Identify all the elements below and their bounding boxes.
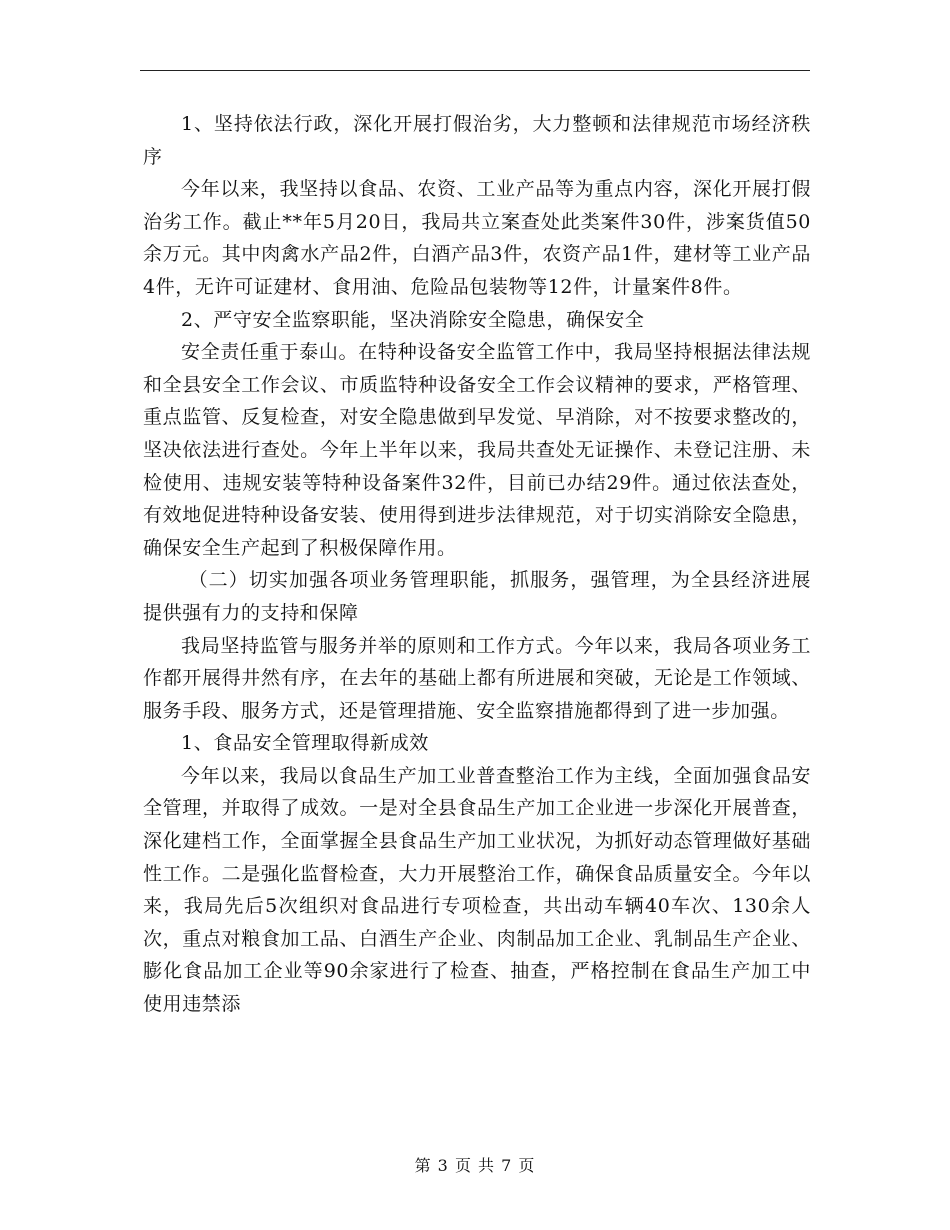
paragraph-food-safety: 今年以来，我局以食品生产加工业普查整治工作为主线，全面加强食品安全管理，并取得了成效。一是对全县食品生产加工企业进一步深化开展普查，深化建档工作，全面掌握全县食品生产加工业状况，为抓好动态管理做好基础性工作。二是强化监督检查，大力开展整治工作，确保食品质量安全。今年以来，我局先后5次组织对食品进行专项检查，共出动车辆40车次、130余人次，重点对粮食加工品、白酒生产企业、肉制品加工企业、乳制品生产企业、膨化食品加工企业等90余家进行了检查、抽查，严格控制在食品生产加工中使用违禁添 — [143, 764, 811, 1016]
section-heading-2: 2、严守安全监察职能，坚决消除安全隐患，确保安全 — [181, 308, 645, 331]
section-heading-1: 1、坚持依法行政，深化开展打假治劣，大力整顿和法律规范市场经济秩序 — [143, 113, 811, 168]
section-heading-food-safety: 1、食品安全管理取得新成效 — [181, 732, 429, 755]
document-body — [143, 108, 811, 1021]
header-rule — [140, 70, 810, 71]
paragraph-anti-counterfeit: 今年以来，我坚持以食品、农资、工业产品等为重点内容，深化开展打假治劣工作。截止**年5月20日，我局共立案查处此类案件30件，涉案货值50余万元。其中肉禽水产品2件，白酒产品3件，农资产品1件，建材等工业产品4件，无许可证建材、食用油、危险品包装物等12件，计量案件8件。 — [143, 178, 811, 298]
page-number: 第 3 页 共 7 页 — [414, 1156, 536, 1175]
subsection-heading-2: （二）切实加强各项业务管理职能，抓服务，强管理，为全县经济进展提供强有力的支持和保障 — [143, 569, 811, 624]
paragraph-service-management: 我局坚持监管与服务并举的原则和工作方式。今年以来，我局各项业务工作都开展得井然有序，在去年的基础上都有所进展和突破，无论是工作领域、服务手段、服务方式，还是管理措施、安全监察措施都得到了进一步加强。 — [143, 634, 811, 722]
page-footer — [0, 1153, 950, 1176]
paragraph-safety-supervision: 安全责任重于泰山。在特种设备安全监管工作中，我局坚持根据法律法规和全县安全工作会议、市质监特种设备安全工作会议精神的要求，严格管理、重点监管、反复检查，对安全隐患做到早发觉、早消除，对不按要求整改的，坚决依法进行查处。今年上半年以来，我局共查处无证操作、未登记注册、未检使用、违规安装等特种设备案件32件，目前已办结29件。通过依法查处，有效地促进特种设备安装、使用得到进步法律规范，对于切实消除安全隐患，确保安全生产起到了积极保障作用。 — [143, 341, 811, 559]
